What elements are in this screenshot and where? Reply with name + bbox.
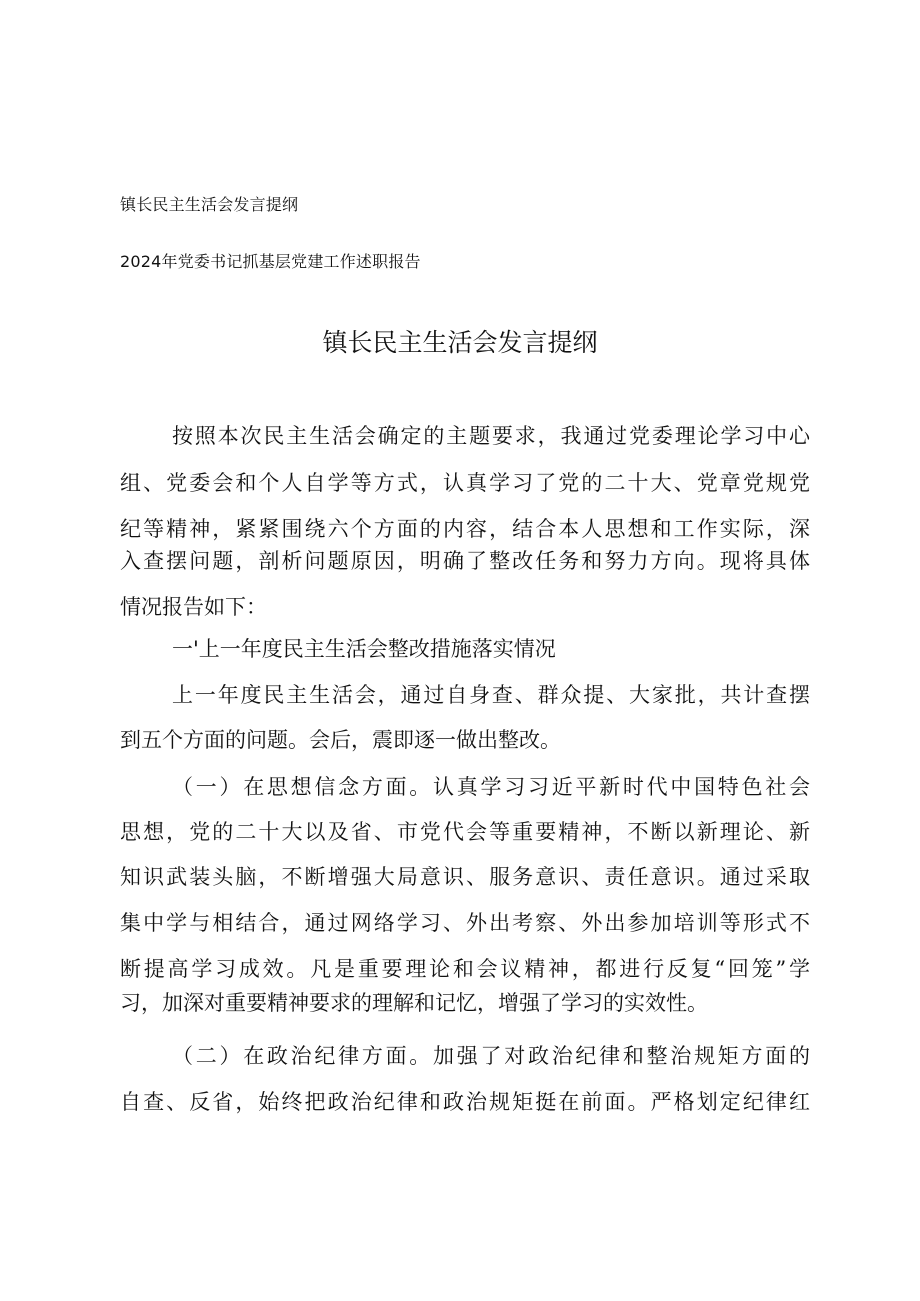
body-line-11: 集中学与相结合，通过网络学习、外出考察、外出参加培训等形式不 bbox=[120, 911, 810, 935]
body-line-1: 按照本次民主生活会确定的主题要求，我通过党委理论学习中心 bbox=[172, 424, 810, 448]
body-line-13: 习，加深对重要精神要求的理解和记忆，增强了学习的实效性。 bbox=[120, 991, 708, 1015]
body-line-14: （二）在政治纪律方面。加强了对政治纪律和整治规矩方面的 bbox=[172, 1044, 810, 1068]
body-line-5: 情况报告如下： bbox=[120, 595, 267, 619]
body-line-15: 自查、反省，始终把政治纪律和政治规矩挺在前面。严格划定纪律红 bbox=[120, 1090, 810, 1114]
body-line-4: 入查摆问题，剖析问题原因，明确了整改任务和努力方向。现将具体 bbox=[120, 549, 810, 573]
body-line-7: 到五个方面的问题。会后，震即逐一做出整改。 bbox=[120, 728, 561, 752]
body-line-9: 思想，党的二十大以及省、市党代会等重要精神，不断以新理论、新 bbox=[120, 820, 810, 844]
toc-entry-1[interactable]: 镇长民主生活会发言提纲 bbox=[120, 195, 299, 214]
toc-entry-2[interactable]: 2024年党委书记抓基层党建工作述职报告 bbox=[120, 252, 421, 271]
document-title: 镇长民主生活会发言提纲 bbox=[322, 328, 598, 357]
body-line-10: 知识武装头脑，不断增强大局意识、服务意识、责任意识。通过采取 bbox=[120, 865, 810, 889]
body-line-12: 断提高学习成效。凡是重要理论和会议精神，都进行反复“回笼”学 bbox=[120, 957, 810, 981]
body-line-6: 上一年度民主生活会，通过自身查、群众提、大家批，共计查摆 bbox=[172, 683, 810, 707]
body-line-8: （一）在思想信念方面。认真学习习近平新时代中国特色社会 bbox=[172, 775, 810, 799]
body-line-2: 组、党委会和个人自学等方式，认真学习了党的二十大、党章党规党 bbox=[120, 471, 810, 495]
section-heading-1: 一'上一年度民主生活会整改措施落实情况 bbox=[172, 637, 556, 661]
body-line-3: 纪等精神，紧紧围绕六个方面的内容，结合本人思想和工作实际，深 bbox=[120, 517, 810, 541]
